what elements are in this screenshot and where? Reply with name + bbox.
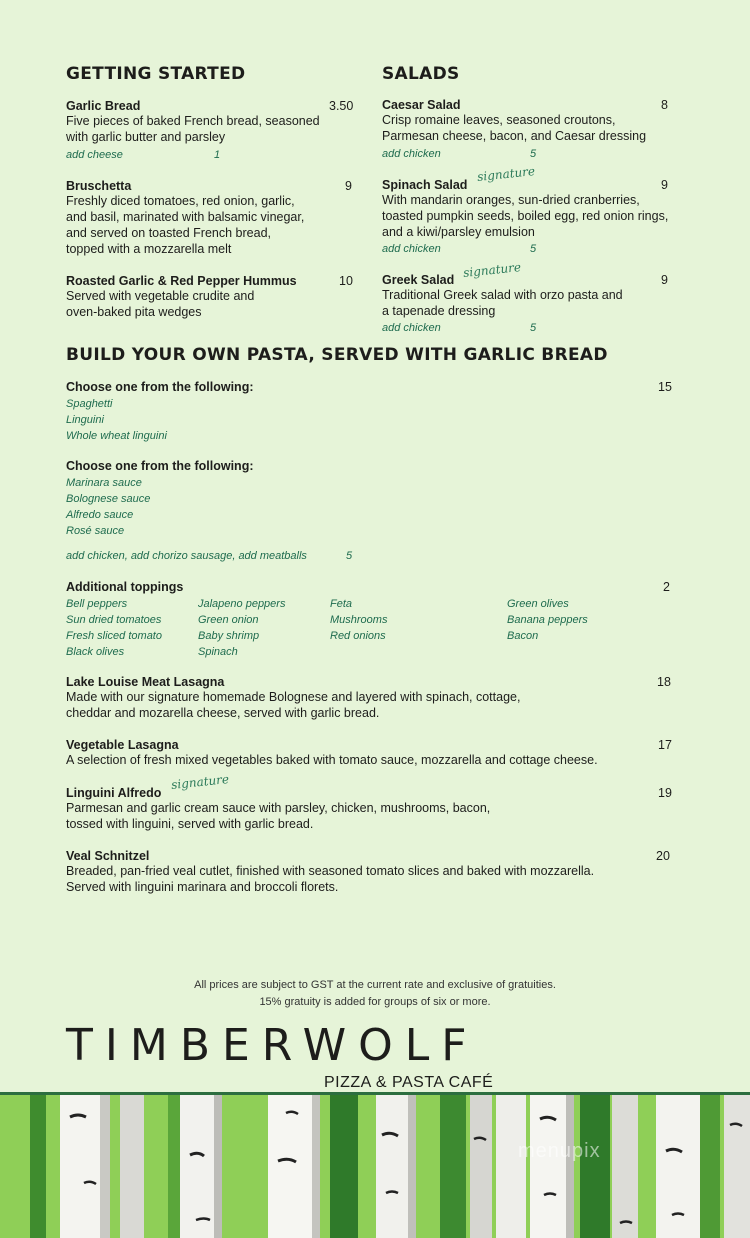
toppings-price: 2 — [663, 580, 670, 594]
addon-price: 5 — [530, 322, 537, 334]
section-title-pasta: BUILD YOUR OWN PASTA, SERVED WITH GARLIC BREAD — [66, 345, 608, 365]
topping: Black olives — [66, 646, 125, 658]
topping: Sun dried tomatoes — [66, 614, 162, 626]
addon-label: add cheese — [66, 149, 123, 161]
pasta-option: Spaghetti — [66, 398, 113, 410]
item-desc-line: Served with vegetable crudite and — [66, 289, 255, 303]
item-name: Spinach Salad — [382, 178, 468, 192]
item-price: 17 — [658, 738, 672, 752]
item-name: Linguini Alfredo — [66, 786, 162, 800]
item-desc-line: tossed with linguini, served with garlic bread. — [66, 817, 314, 831]
menu-item-spinach-salad — [382, 178, 682, 240]
section-title-salads: SALADS — [382, 64, 460, 84]
item-name: Roasted Garlic & Red Pepper Hummus — [66, 274, 297, 288]
toppings-column-1 — [66, 596, 162, 660]
item-desc-line: and served on toasted French bread, — [66, 226, 271, 240]
item-name: Lake Louise Meat Lasagna — [66, 675, 225, 689]
item-price: 18 — [657, 675, 671, 689]
topping: Bell peppers — [66, 598, 128, 610]
signature-mark: signature — [476, 164, 536, 184]
menu-item-meat-lasagna — [66, 675, 666, 721]
item-price: 3.50 — [329, 99, 354, 113]
topping: Spinach — [198, 646, 238, 658]
sauce-choose-label: Choose one from the following: — [66, 459, 254, 473]
item-desc-line: Parmesan and garlic cream sauce with parsley, chicken, mushrooms, bacon, — [66, 801, 491, 815]
pasta-addons-price: 5 — [346, 550, 353, 562]
toppings-column-4 — [507, 596, 588, 644]
toppings-column-3 — [330, 596, 387, 644]
item-name: Veal Schnitzel — [66, 849, 150, 863]
topping: Green onion — [198, 614, 259, 626]
item-desc-line: Served with linguini marinara and broccoli florets. — [66, 880, 339, 894]
menu-item-veal-schnitzel — [66, 849, 666, 895]
topping: Banana peppers — [507, 614, 588, 626]
signature-mark: signature — [462, 260, 522, 280]
item-desc-line: With mandarin oranges, sun-dried cranberries, — [382, 193, 640, 207]
gratuity-note-line: 15% gratuity is added for groups of six or more. — [259, 996, 491, 1008]
pasta-price: 15 — [658, 380, 672, 394]
item-name: Vegetable Lasagna — [66, 738, 179, 752]
menu-item-caesar-salad — [382, 98, 672, 144]
addon-label: add chicken — [382, 243, 441, 255]
birch-trees-illustration — [0, 1095, 750, 1238]
topping: Fresh sliced tomato — [66, 630, 162, 642]
menu-item-greek-salad — [382, 273, 672, 319]
pasta-choose-label: Choose one from the following: — [66, 380, 254, 394]
item-name: Greek Salad — [382, 273, 455, 287]
watermark: menupix — [518, 1140, 601, 1162]
item-desc-line: and basil, marinated with balsamic vinegar, — [66, 210, 305, 224]
sauce-option: Alfredo sauce — [66, 509, 134, 521]
item-desc-line: a tapenade dressing — [382, 304, 496, 318]
item-desc-line: Made with our signature homemade Bolognese and layered with spinach, cottage, — [66, 690, 521, 704]
addon-label: add chicken — [382, 322, 441, 334]
item-desc-line: Breaded, pan-fried veal cutlet, finished with seasoned tomato slices and baked with mozzarella. — [66, 864, 595, 878]
sauce-option: Bolognese sauce — [66, 493, 151, 505]
item-desc-line: Freshly diced tomatoes, red onion, garlic, — [66, 194, 295, 208]
sauce-option: Marinara sauce — [66, 477, 142, 489]
menu-item-bruschetta — [66, 179, 356, 257]
menu-item-vegetable-lasagna — [66, 738, 666, 768]
topping: Jalapeno peppers — [198, 598, 286, 610]
item-desc-line: oven-baked pita wedges — [66, 305, 202, 319]
item-desc-line: Parmesan cheese, bacon, and Caesar dressing — [382, 129, 647, 143]
item-desc-line: Crisp romaine leaves, seasoned croutons, — [382, 113, 616, 127]
birch-tree-banner — [0, 1092, 750, 1238]
topping: Feta — [330, 598, 353, 610]
item-desc-line: A selection of fresh mixed vegetables baked with tomato sauce, mozzarella and cottage cheese. — [66, 753, 598, 767]
topping: Red onions — [330, 630, 386, 642]
signature-mark: signature — [170, 772, 230, 792]
menu-item-hummus — [66, 274, 356, 320]
brand-tagline: PIZZA & PASTA CAFÉ — [324, 1074, 494, 1091]
topping: Bacon — [507, 630, 539, 642]
topping: Mushrooms — [330, 614, 388, 626]
item-price: 9 — [661, 178, 668, 192]
addon-price: 1 — [214, 149, 221, 161]
pasta-option: Whole wheat linguini — [66, 430, 167, 442]
brand-logo: TIMBERWOLF — [66, 1020, 479, 1071]
addon-label: add chicken — [382, 148, 441, 160]
tax-note — [0, 977, 750, 1011]
item-name: Bruschetta — [66, 179, 132, 193]
item-name: Caesar Salad — [382, 98, 461, 112]
pasta-options-list — [66, 396, 167, 444]
item-price: 20 — [656, 849, 670, 863]
item-desc-line: and a kiwi/parsley emulsion — [382, 225, 535, 239]
item-desc-line: with garlic butter and parsley — [66, 130, 226, 144]
item-desc-line: Five pieces of baked French bread, seasoned — [66, 114, 320, 128]
pasta-option: Linguini — [66, 414, 104, 426]
sauce-option: Rosé sauce — [66, 525, 125, 537]
section-title-getting-started: GETTING STARTED — [66, 64, 246, 84]
menu-item-garlic-bread — [66, 99, 356, 145]
item-desc-line: topped with a mozzarella melt — [66, 242, 232, 256]
topping: Baby shrimp — [198, 630, 260, 642]
addon-price: 5 — [530, 148, 537, 160]
toppings-column-2 — [198, 596, 285, 660]
menu-item-linguini-alfredo — [66, 786, 666, 832]
tax-note-line: All prices are subject to GST at the current rate and exclusive of gratuities. — [194, 979, 556, 991]
item-price: 10 — [339, 274, 353, 288]
item-desc-line: Traditional Greek salad with orzo pasta and — [382, 288, 623, 302]
item-price: 8 — [661, 98, 668, 112]
topping: Green olives — [507, 598, 569, 610]
toppings-label: Additional toppings — [66, 580, 184, 594]
item-price: 9 — [345, 179, 352, 193]
item-desc-line: cheddar and mozarella cheese, served with garlic bread. — [66, 706, 380, 720]
item-price: 9 — [661, 273, 668, 287]
item-desc-line: toasted pumpkin seeds, boiled egg, red onion rings, — [382, 209, 669, 223]
sauce-options-list — [66, 475, 150, 539]
item-price: 19 — [658, 786, 672, 800]
addon-price: 5 — [530, 243, 537, 255]
pasta-addons: add chicken, add chorizo sausage, add meatballs — [66, 550, 307, 562]
item-name: Garlic Bread — [66, 99, 141, 113]
